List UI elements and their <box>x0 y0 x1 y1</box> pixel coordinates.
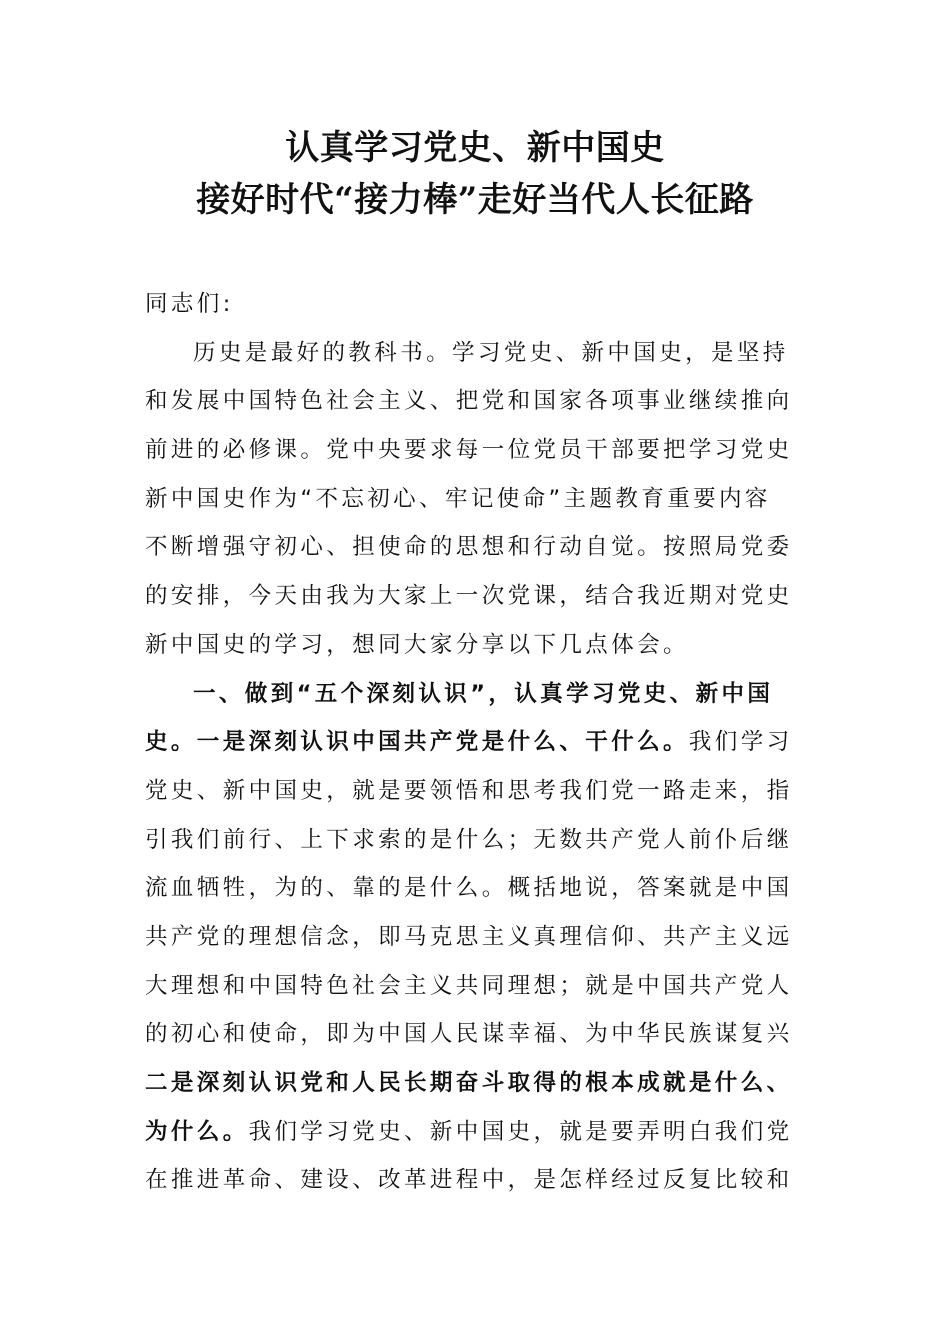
title-line-2: 接好时代“接力棒”走好当代人长征路 <box>196 180 754 220</box>
document-title <box>0 122 950 226</box>
paragraph-line: 新中国史作为“不忘初心、牢记使命”主题教育重要内容 <box>145 485 771 512</box>
paragraph-line: 不断增强守初心、担使命的思想和行动自觉。按照局党委 <box>145 534 793 561</box>
paragraph-line <box>145 1108 805 1157</box>
paragraph-text: 我们学习 <box>688 729 793 756</box>
title-line-1: 认真学习党史、新中国史 <box>285 128 665 168</box>
paragraph-line: 的安排，今天由我为大家上一次党课，结合我近期对党史 <box>145 583 793 610</box>
section-heading: 一、做到“五个深刻认识”，认真学习党史、新中国 <box>193 680 774 707</box>
paragraph-line <box>145 718 805 767</box>
paragraph-line: 党史、新中国史，就是要领悟和思考我们党一路走来，指 <box>145 777 793 804</box>
paragraph-line: 大理想和中国特色社会主义共同理想；就是中国共产党人 <box>145 972 793 999</box>
salutation: 同志们: <box>145 291 234 317</box>
point-heading: 为什么。 <box>145 1118 249 1145</box>
paragraph-text: 我们学习党史、新中国史，就是要弄明白我们党 <box>248 1118 793 1145</box>
paragraph-line: 历史是最好的教科书。学习党史、新中国史，是坚持 <box>193 339 789 366</box>
paragraph-line: 前进的必修课。党中央要求每一位党员干部要把学习党史 <box>145 437 793 464</box>
document-body <box>145 280 805 1205</box>
paragraph-line: 在推进革命、建设、改革进程中，是怎样经过反复比较和 <box>145 1167 793 1194</box>
point-heading: 二是深刻认识党和人民长期奋斗取得的根本成就是什么、 <box>145 1070 793 1096</box>
point-heading: 史。一是深刻认识中国共产党是什么、干什么。 <box>145 729 689 756</box>
paragraph-line: 的初心和使命，即为中国人民谋幸福、为中华民族谋复兴 <box>145 1021 793 1048</box>
paragraph-line: 和发展中国特色社会主义、把党和国家各项事业继续推向 <box>145 388 793 415</box>
paragraph-line: 流血牺牲，为的、靠的是什么。概括地说，答案就是中国 <box>145 875 793 902</box>
paragraph-line: 引我们前行、上下求索的是什么；无数共产党人前仆后继 <box>145 826 793 853</box>
paragraph-line: 新中国史的学习，想同大家分享以下几点体会。 <box>145 631 689 658</box>
paragraph-line: 共产党的理想信念，即马克思主义真理信仰、共产主义远 <box>145 923 793 950</box>
